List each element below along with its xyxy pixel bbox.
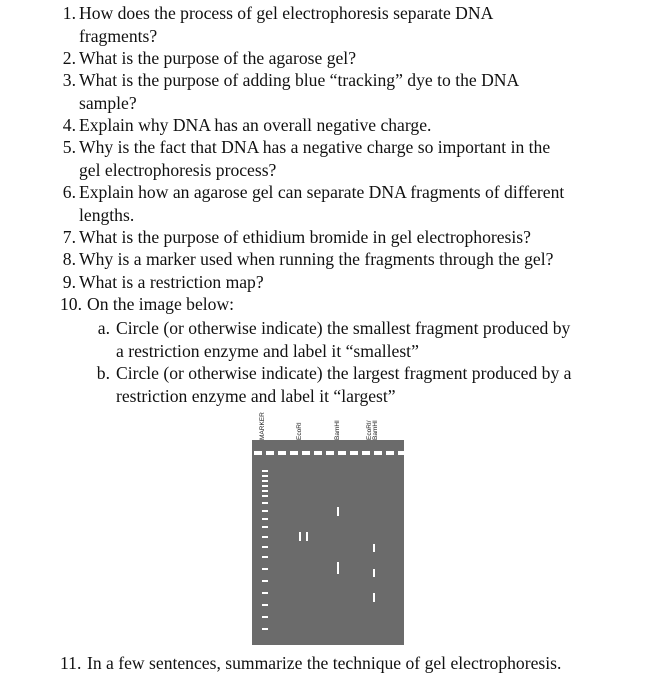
marker-band — [262, 490, 268, 492]
gel-image — [252, 440, 404, 645]
question-text-cont: sample? — [79, 92, 137, 113]
marker-band — [262, 546, 268, 548]
marker-band — [262, 485, 268, 487]
subquestion-text-cont: a restriction enzyme and label it “smallest” — [116, 340, 419, 361]
question-text: What is the purpose of adding blue “tracking” dye to the DNA — [79, 70, 520, 90]
subquestion-text-cont: restriction enzyme and label it “largest” — [116, 385, 396, 406]
question-number: 3. — [62, 70, 76, 90]
ecori-bamhi-band — [373, 569, 375, 577]
marker-band — [262, 592, 268, 594]
gel-well — [362, 451, 370, 455]
question-text: What is the purpose of ethidium bromide in gel electrophoresis? — [79, 227, 531, 247]
marker-band — [262, 604, 268, 606]
ecori-band — [306, 532, 308, 541]
marker-band — [262, 628, 268, 630]
question-text: Why is the fact that DNA has a negative charge so important in the — [79, 137, 551, 157]
gel-well — [374, 451, 382, 455]
marker-band — [262, 510, 268, 512]
question-text: Why is a marker used when running the fragments through the gel? — [79, 249, 554, 269]
ecori-bamhi-band — [373, 544, 375, 552]
question-text: What is a restriction map? — [79, 272, 264, 292]
question-text: On the image below: — [87, 294, 235, 314]
marker-band — [262, 475, 268, 477]
subquestion-text: Circle (or otherwise indicate) the smallest fragment produced by — [116, 318, 571, 338]
question-number: 1. — [62, 3, 76, 23]
marker-band — [262, 495, 268, 497]
gel-well — [386, 451, 394, 455]
gel-background — [252, 440, 404, 645]
question-text-cont: fragments? — [79, 25, 158, 46]
subquestion-letter: a. — [97, 318, 110, 338]
gel-well — [254, 451, 262, 455]
gel-well — [338, 451, 346, 455]
question-text: Explain why DNA has an overall negative charge. — [79, 115, 432, 135]
marker-band — [262, 518, 268, 520]
question-number: 7. — [62, 227, 76, 247]
ecori-band — [299, 532, 301, 541]
marker-band — [262, 536, 268, 538]
question-number: 10. — [60, 294, 82, 314]
marker-band — [262, 616, 268, 618]
marker-band — [262, 502, 268, 504]
marker-band — [262, 580, 268, 582]
lane-label-ecori-bamhi-1: EcoRI/ — [366, 420, 373, 440]
bamhi-band — [337, 568, 339, 574]
question-text-cont: gel electrophoresis process? — [79, 159, 277, 180]
lane-label-marker: MARKER — [259, 412, 266, 440]
subquestion-letter: b. — [96, 363, 110, 383]
question-text-cont: lengths. — [79, 204, 135, 225]
gel-well — [302, 451, 310, 455]
marker-band — [262, 526, 268, 528]
gel-well — [350, 451, 358, 455]
bamhi-band — [337, 507, 339, 516]
question-number: 5. — [62, 137, 76, 157]
subquestion-text: Circle (or otherwise indicate) the largest fragment produced by a — [116, 363, 572, 383]
question-number: 9. — [62, 272, 76, 292]
question-text: What is the purpose of the agarose gel? — [79, 48, 356, 68]
question-number: 11. — [60, 653, 82, 673]
lane-label-bamhi: BamHI — [334, 420, 341, 440]
gel-well — [278, 451, 286, 455]
gel-well — [326, 451, 334, 455]
marker-band — [262, 470, 268, 472]
gel-well — [314, 451, 322, 455]
question-number: 6. — [62, 182, 76, 202]
marker-band — [262, 480, 268, 482]
question-number: 2. — [62, 48, 76, 68]
gel-well — [266, 451, 274, 455]
question-text: How does the process of gel electrophoresis separate DNA — [79, 3, 494, 23]
marker-band — [262, 568, 268, 570]
question-number: 8. — [62, 249, 76, 269]
question-number: 4. — [62, 115, 76, 135]
gel-well — [290, 451, 298, 455]
gel-well — [398, 451, 404, 455]
lane-label-ecori: EcoRI — [296, 422, 303, 440]
ecori-bamhi-band — [373, 593, 375, 602]
question-text: Explain how an agarose gel can separate DNA fragments of different — [79, 182, 565, 202]
question-text: In a few sentences, summarize the technique of gel electrophoresis. — [87, 653, 562, 673]
marker-band — [262, 556, 268, 558]
lane-label-ecori-bamhi-2: BamHI — [372, 420, 379, 440]
